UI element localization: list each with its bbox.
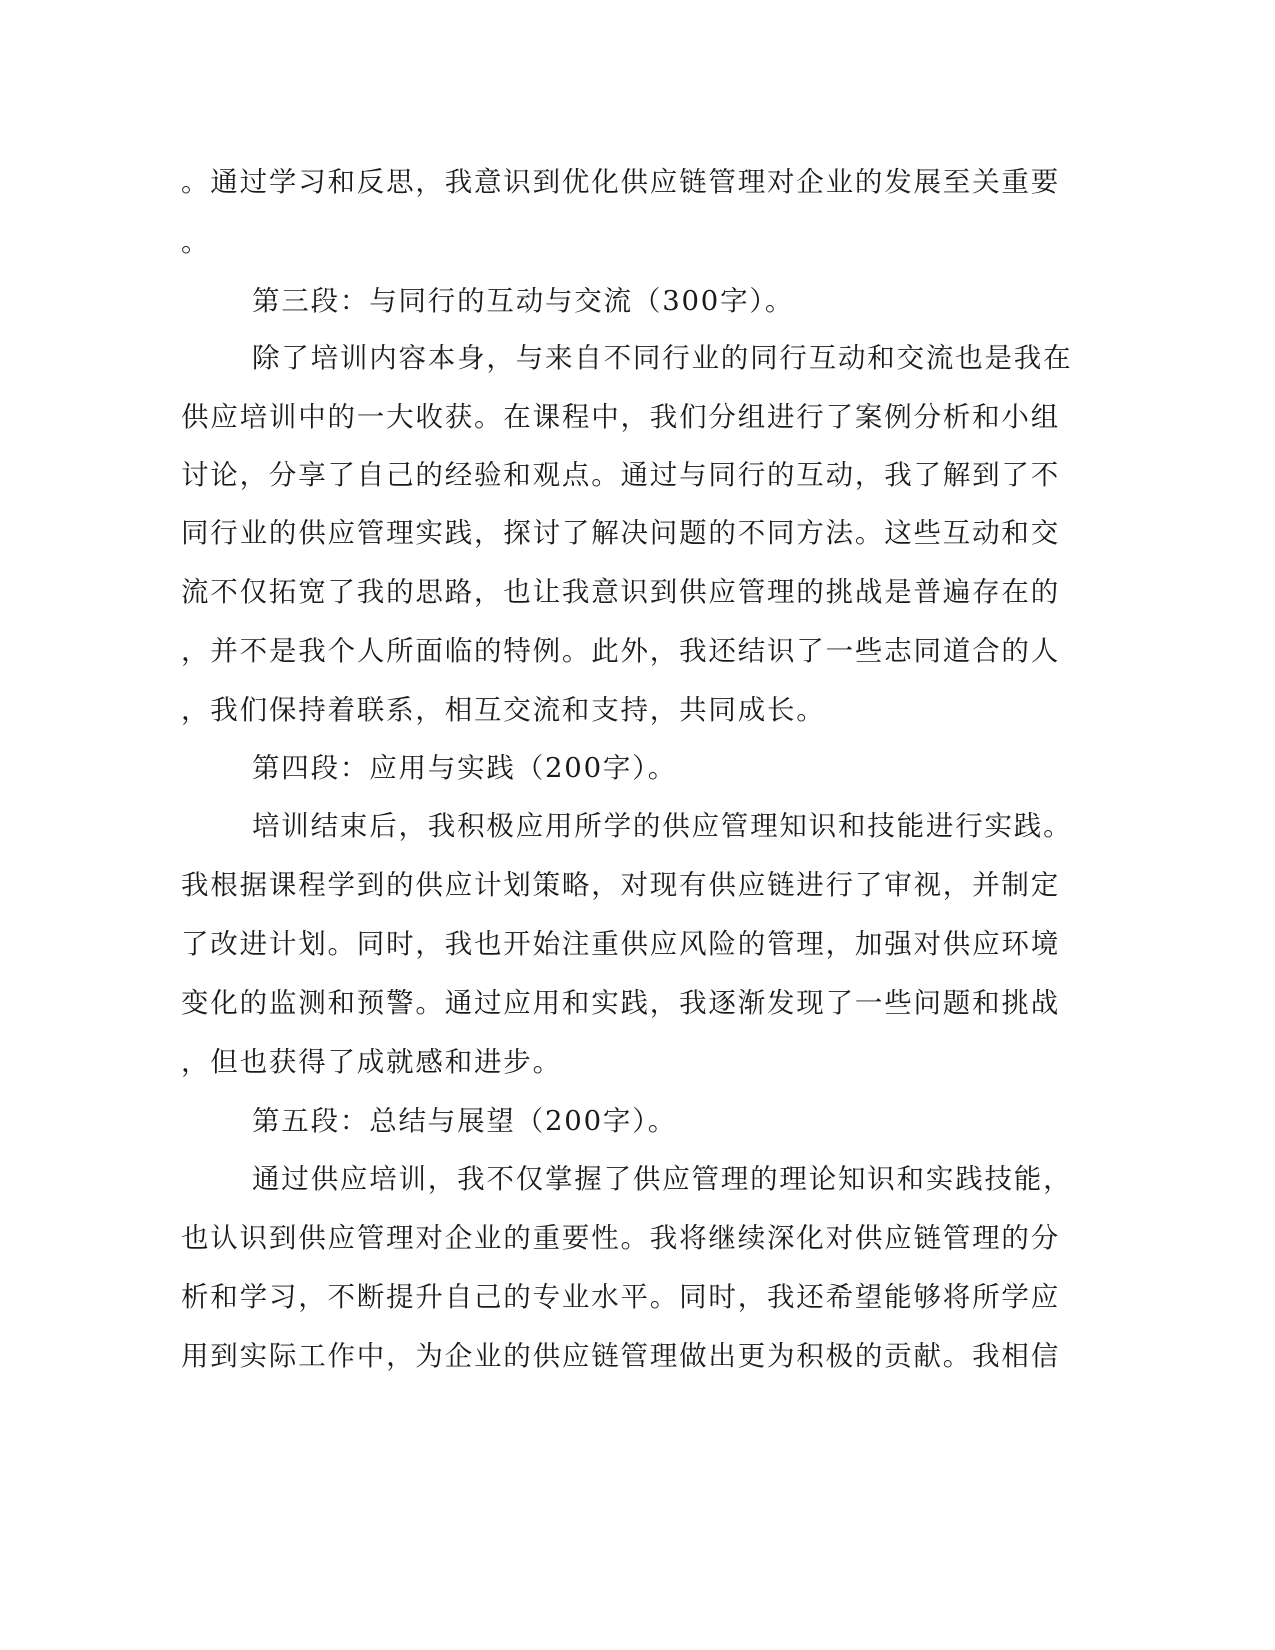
text-line: 也认识到供应管理对企业的重要性。我将继续深化对供应链管理的分 [181,1222,1060,1254]
text-line: ，并不是我个人所面临的特例。此外，我还结识了一些志同道合的人 [181,635,1060,667]
section-heading-4: 第四段：应用与实践（200字）。 [252,752,678,784]
text-line: 。 [181,226,211,258]
paragraph-4-first-line: 培训结束后，我积极应用所学的供应管理知识和技能进行实践。 [252,810,1073,842]
text-line: 。通过学习和反思，我意识到优化供应链管理对企业的发展至关重要 [181,166,1060,198]
text-line: ，我们保持着联系，相互交流和支持，共同成长。 [181,694,826,726]
text-line: 变化的监测和预警。通过应用和实践，我逐渐发现了一些问题和挑战 [181,987,1060,1019]
paragraph-3-first-line: 除了培训内容本身，与来自不同行业的同行互动和交流也是我在 [252,342,1073,374]
text-line: 用到实际工作中，为企业的供应链管理做出更为积极的贡献。我相信 [181,1340,1060,1372]
text-line: 我根据课程学到的供应计划策略，对现有供应链进行了审视，并制定 [181,869,1060,901]
text-line: 流不仅拓宽了我的思路，也让我意识到供应管理的挑战是普遍存在的 [181,576,1060,608]
text-line: 讨论，分享了自己的经验和观点。通过与同行的互动，我了解到了不 [181,459,1060,491]
text-line: 了改进计划。同时，我也开始注重供应风险的管理，加强对供应环境 [181,928,1060,960]
paragraph-5-first-line: 通过供应培训，我不仅掌握了供应管理的理论知识和实践技能， [252,1163,1073,1195]
text-line: 同行业的供应管理实践，探讨了解决问题的不同方法。这些互动和交 [181,517,1060,549]
text-line: 析和学习，不断提升自己的专业水平。同时，我还希望能够将所学应 [181,1281,1060,1313]
text-line: ，但也获得了成就感和进步。 [181,1046,562,1078]
section-heading-3: 第三段：与同行的互动与交流（300字）。 [252,285,795,317]
text-line: 供应培训中的一大收获。在课程中，我们分组进行了案例分析和小组 [181,401,1060,433]
section-heading-5: 第五段：总结与展望（200字）。 [252,1105,678,1137]
